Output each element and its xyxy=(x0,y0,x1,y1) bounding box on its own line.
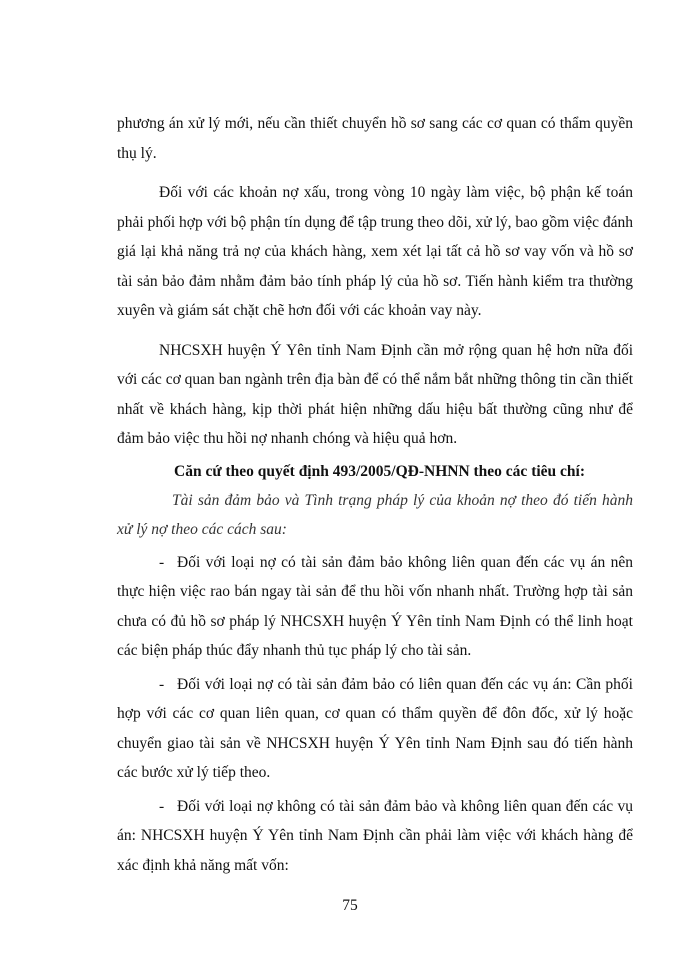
paragraph-continuation: phương án xử lý mới, nếu cần thiết chuyển hồ sơ sang các cơ quan có thẩm quyền thụ lý. xyxy=(117,115,633,162)
page-number: 75 xyxy=(342,897,358,914)
bullet-text-3: Đối với loại nợ không có tài sản đảm bảo và không liên quan đến các vụ án: NHCSXH huyện Ý Yên tỉnh Nam Định cần phải làm việc với khách hàng để xác định khả năng mất vốn: xyxy=(117,797,633,874)
paragraph-bad-debt: Đối với các khoản nợ xấu, trong vòng 10 ngày làm việc, bộ phận kế toán phải phối hợp với bộ phận tín dụng để tập trung theo dõi, xử lý, bao gồm việc đánh giá lại khả năng trả nợ của khách hàng, xem xét lại tất cả hồ sơ vay vốn và hồ sơ tài sản bảo đảm nhằm đảm bảo tính pháp lý của hồ sơ. Tiến hành kiểm tra thường xuyên và giám sát chặt chẽ hơn đối với các khoản vay này. xyxy=(117,184,633,319)
section-heading: Căn cứ theo quyết định 493/2005/QĐ-NHNN theo các tiêu chí: xyxy=(174,462,585,480)
paragraph-relations: NHCSXH huyện Ý Yên tỉnh Nam Định cần mở rộng quan hệ hơn nữa đối với các cơ quan ban ngành trên địa bàn để có thể nắm bắt những thông tin cần thiết nhất về khách hàng, kịp thời phát hiện những dấu hiệu bất thường cũng như để đảm bảo việc thu hồi nợ nhanh chóng và hiệu quả hơn. xyxy=(117,341,633,447)
bullet-dash: - xyxy=(159,797,165,815)
list-item xyxy=(117,670,633,788)
bullet-dash: - xyxy=(159,553,165,571)
document-body xyxy=(117,109,633,880)
list-item xyxy=(117,792,633,881)
bullet-text-1: Đối với loại nợ có tài sản đảm bảo không liên quan đến các vụ án nên thực hiện việc rao bán ngay tài sản để thu hồi vốn nhanh nhất. Trường hợp tài sản chưa có đủ hồ sơ pháp lý NHCSXH huyện Ý Yên tỉnh Nam Định có thể linh hoạt các biện pháp thúc đẩy nhanh thủ tục pháp lý cho tài sản. xyxy=(117,553,633,659)
bullet-text-2: Đối với loại nợ có tài sản đảm bảo có liên quan đến các vụ án: Cần phối hợp với các cơ quan liên quan, cơ quan có thẩm quyền để đôn đốc, xử lý hoặc chuyển giao tài sản về NHCSXH huyện Ý Yên tỉnh Nam Định sau đó tiến hành các bước xử lý tiếp theo. xyxy=(117,675,633,781)
list-item xyxy=(117,548,633,666)
bullet-dash: - xyxy=(159,675,165,693)
italic-intro: Tài sản đảm bảo và Tình trạng pháp lý của khoản nợ theo đó tiến hành xử lý nợ theo các cách sau: xyxy=(117,491,633,538)
